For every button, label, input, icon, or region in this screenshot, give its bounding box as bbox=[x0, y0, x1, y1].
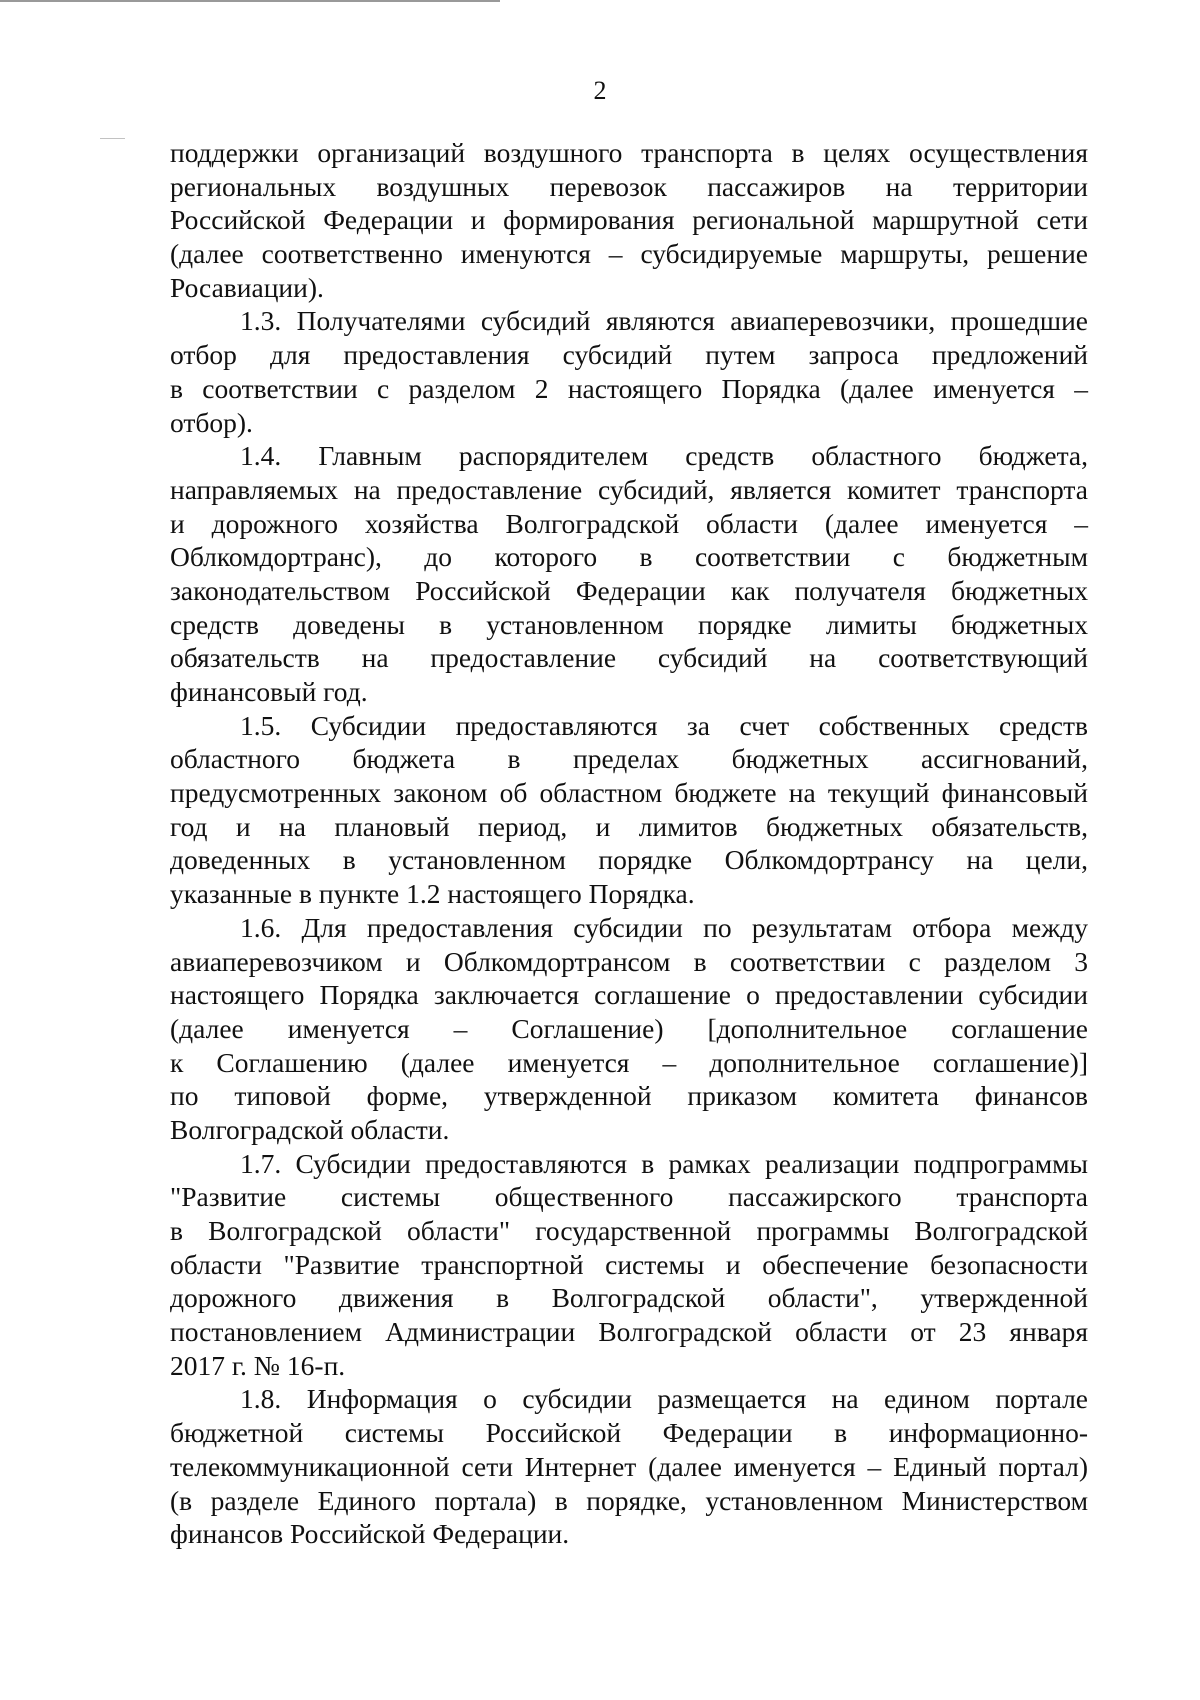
text-line: 2017 г. № 16-п. bbox=[170, 1349, 346, 1381]
text-line: области "Развитие транспортной системы и обеспечение безопасности bbox=[170, 1248, 1088, 1280]
page-number: 2 bbox=[593, 76, 607, 105]
paragraph bbox=[170, 911, 1088, 1147]
text-line: дорожного движения в Волгоградской области", утвержденной bbox=[170, 1282, 1088, 1314]
paragraph bbox=[170, 1147, 1088, 1383]
paragraph bbox=[170, 1382, 1088, 1550]
text-line: Облкомдортранс), до которого в соответствии с бюджетным bbox=[170, 541, 1088, 573]
text-line: к Соглашению (далее именуется – дополнительное соглашение)] bbox=[170, 1046, 1088, 1078]
text-line: 1.4. Главным распорядителем средств областного бюджета, bbox=[240, 440, 1088, 472]
text-line: в соответствии с разделом 2 настоящего Порядка (далее именуется – bbox=[170, 372, 1088, 404]
text-line: (далее соответственно именуются – субсидируемые маршруты, решение bbox=[170, 238, 1088, 270]
text-line: отбор). bbox=[170, 406, 253, 438]
text-line: авиаперевозчиком и Облкомдортрансом в соответствии с разделом 3 bbox=[170, 945, 1088, 977]
text-line: направляемых на предоставление субсидий, является комитет транспорта bbox=[170, 473, 1088, 505]
text-line: Росавиации). bbox=[170, 271, 324, 303]
text-line: финансов Российской Федерации. bbox=[170, 1518, 570, 1550]
text-line: обязательств на предоставление субсидий на соответствующий bbox=[170, 642, 1088, 674]
text-line: по типовой форме, утвержденной приказом комитета финансов bbox=[170, 1080, 1088, 1112]
text-line: (далее именуется – Соглашение) [дополнительное соглашение bbox=[170, 1012, 1088, 1044]
scan-edge-mark bbox=[0, 0, 500, 2]
text-line: средств доведены в установленном порядке лимиты бюджетных bbox=[170, 608, 1088, 640]
text-line: предусмотренных законом об областном бюджете на текущий финансовый bbox=[170, 777, 1088, 809]
text-line: 1.6. Для предоставления субсидии по результатам отбора между bbox=[240, 911, 1088, 943]
text-line: (в разделе Единого портала) в порядке, установленном Министерством bbox=[170, 1484, 1088, 1516]
text-line: постановлением Администрации Волгоградской области от 23 января bbox=[170, 1316, 1088, 1348]
paragraph bbox=[170, 709, 1088, 911]
text-line: год и на плановый период, и лимитов бюджетных обязательств, bbox=[170, 810, 1088, 842]
text-line: 1.3. Получателями субсидий являются авиаперевозчики, прошедшие bbox=[240, 305, 1088, 337]
text-line: 1.7. Субсидии предоставляются в рамках реализации подпрограммы bbox=[240, 1147, 1088, 1179]
text-line: отбор для предоставления субсидий путем запроса предложений bbox=[170, 339, 1088, 371]
text-line: региональных воздушных перевозок пассажиров на территории bbox=[170, 170, 1088, 202]
text-line: "Развитие системы общественного пассажирского транспорта bbox=[170, 1181, 1088, 1213]
text-line: 1.5. Субсидии предоставляются за счет собственных средств bbox=[240, 709, 1088, 741]
text-line: телекоммуникационной сети Интернет (далее именуется – Единый портал) bbox=[170, 1450, 1088, 1482]
paragraph bbox=[170, 439, 1088, 709]
text-line: указанные в пункте 1.2 настоящего Порядка. bbox=[170, 878, 695, 910]
text-line: 1.8. Информация о субсидии размещается на едином портале bbox=[240, 1383, 1088, 1415]
text-line: в Волгоградской области" государственной программы Волгоградской bbox=[170, 1215, 1088, 1246]
text-line: законодательством Российской Федерации как получателя бюджетных bbox=[170, 574, 1088, 606]
text-line: бюджетной системы Российской Федерации в информационно- bbox=[170, 1417, 1088, 1449]
text-line: доведенных в установленном порядке Облкомдортрансу на цели, bbox=[170, 844, 1088, 876]
text-line: и дорожного хозяйства Волгоградской области (далее именуется – bbox=[170, 507, 1088, 539]
text-line: поддержки организаций воздушного транспорта в целях осуществления bbox=[170, 137, 1088, 168]
scan-margin-mark bbox=[100, 138, 125, 139]
document-body bbox=[170, 136, 1088, 1551]
text-line: Российской Федерации и формирования региональной маршрутной сети bbox=[170, 204, 1088, 236]
text-line: Волгоградской области. bbox=[170, 1113, 450, 1145]
text-line: финансовый год. bbox=[170, 676, 368, 707]
text-line: областного бюджета в пределах бюджетных ассигнований, bbox=[170, 743, 1088, 775]
paragraph bbox=[170, 136, 1088, 304]
paragraph bbox=[170, 304, 1088, 439]
text-line: настоящего Порядка заключается соглашение о предоставлении субсидии bbox=[170, 979, 1088, 1011]
